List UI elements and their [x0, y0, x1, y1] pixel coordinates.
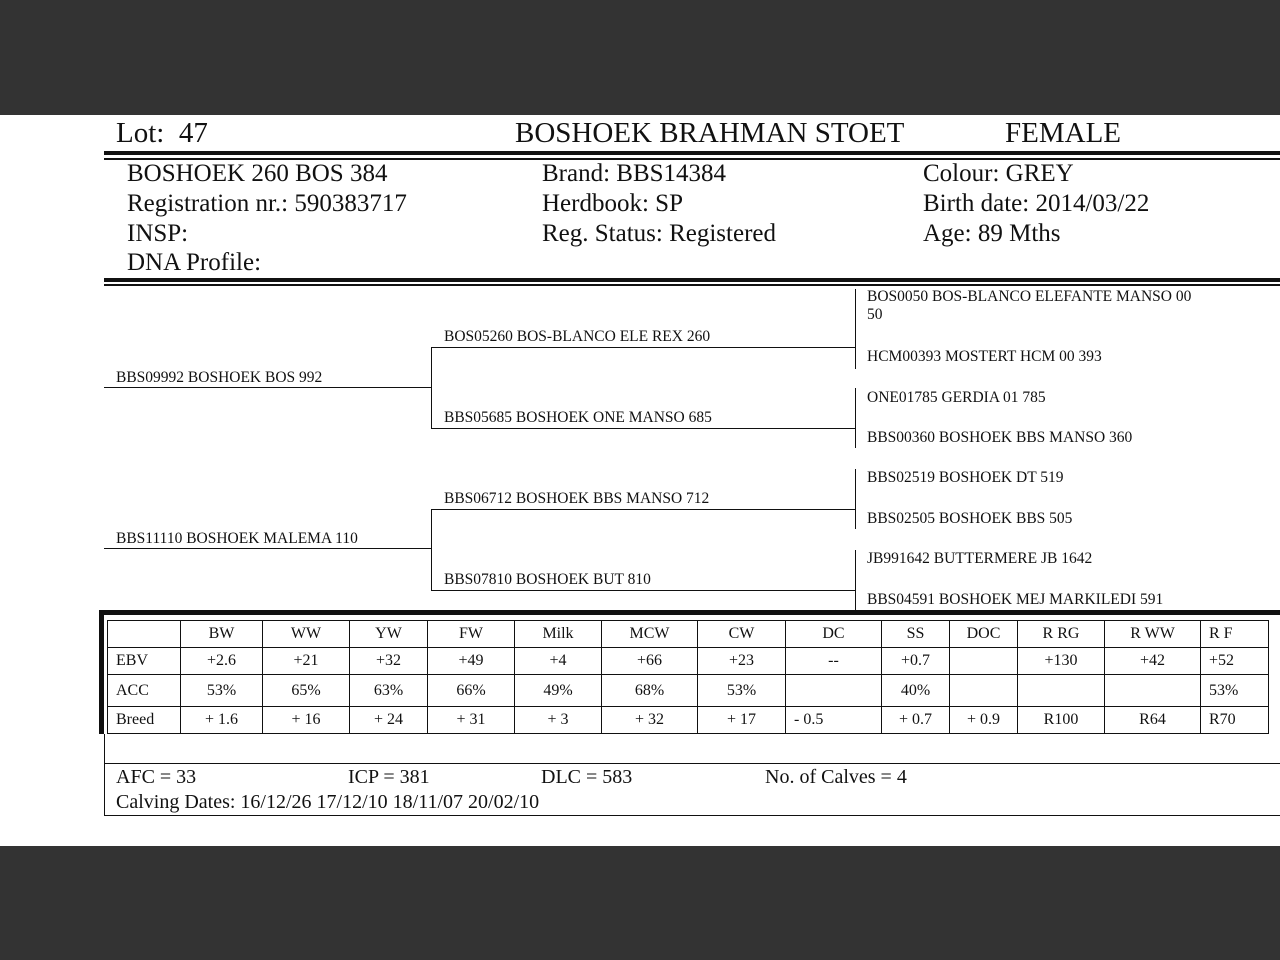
table-cell: 53% — [1201, 675, 1269, 707]
acc-row — [108, 675, 1269, 707]
pedigree-dam: BBS11110 BOSHOEK MALEMA 110 — [116, 530, 358, 547]
table-cell: +0.7 — [882, 648, 950, 675]
table-cell — [786, 675, 882, 707]
table-cell: -- — [786, 648, 882, 675]
pedigree-gg1: BOS0050 BOS-BLANCO ELEFANTE MANSO 00 50 — [867, 288, 1192, 323]
row-label: EBV — [108, 648, 181, 675]
afc: AFC = 33 — [116, 766, 197, 788]
table-cell: + 16 — [263, 707, 350, 734]
table-cell: 63% — [350, 675, 428, 707]
icp: ICP = 381 — [348, 766, 430, 788]
dam-bracket — [431, 509, 432, 590]
pedigree-gg7: JB991642 BUTTERMERE JB 1642 — [867, 550, 1093, 567]
insp-label: INSP: — [127, 220, 189, 247]
registration-status: Reg. Status: Registered — [542, 220, 776, 247]
table-cell: 66% — [428, 675, 515, 707]
pedigree-dam-dam: BBS07810 BOSHOEK BUT 810 — [444, 571, 651, 588]
header-rule-thick — [104, 151, 1280, 155]
footer-top-rule — [104, 763, 1280, 764]
calving-dates: Calving Dates: 16/12/26 17/12/10 18/11/07 20/02/10 — [116, 791, 540, 813]
footer-left-border — [104, 734, 105, 816]
pedigree-gg8: BBS04591 BOSHOEK MEJ MARKILEDI 591 — [867, 591, 1164, 608]
footer-bottom-rule — [104, 815, 1280, 816]
table-cell: - 0.5 — [786, 707, 882, 734]
column-header: FW — [428, 621, 515, 648]
column-header: WW — [263, 621, 350, 648]
column-header: R WW — [1105, 621, 1201, 648]
table-cell: 65% — [263, 675, 350, 707]
column-header: Milk — [515, 621, 602, 648]
pedigree-sire: BBS09992 BOSHOEK BOS 992 — [116, 369, 323, 386]
table-cell: +130 — [1018, 648, 1105, 675]
column-header — [108, 621, 181, 648]
column-header: DOC — [950, 621, 1018, 648]
info-rule-thin — [104, 284, 1280, 286]
colour: Colour: GREY — [923, 160, 1074, 187]
brand: Brand: BBS14384 — [542, 160, 727, 187]
table-cell: 53% — [181, 675, 263, 707]
sire-dam-line — [431, 428, 855, 429]
table-cell: +23 — [698, 648, 786, 675]
table-cell: +66 — [602, 648, 698, 675]
sire-line — [104, 387, 432, 388]
column-header: MCW — [602, 621, 698, 648]
table-cell: +4 — [515, 648, 602, 675]
lot-number: 47 — [178, 117, 208, 149]
pedigree-gg3: ONE01785 GERDIA 01 785 — [867, 389, 1046, 406]
table-cell: +32 — [350, 648, 428, 675]
dlc: DLC = 583 — [541, 766, 633, 788]
dam-line — [104, 548, 432, 549]
table-cell: + 32 — [602, 707, 698, 734]
sire-sire-bracket — [855, 289, 856, 369]
breed-row — [108, 707, 1269, 734]
table-cell: 68% — [602, 675, 698, 707]
ebv-rule-top-thick — [99, 610, 1280, 615]
table-cell: R70 — [1201, 707, 1269, 734]
pedigree-gg6: BBS02505 BOSHOEK BBS 505 — [867, 510, 1073, 527]
dam-dam-line — [431, 590, 855, 591]
table-cell: +52 — [1201, 648, 1269, 675]
pedigree-gg5: BBS02519 BOSHOEK DT 519 — [867, 469, 1064, 486]
table-cell: + 31 — [428, 707, 515, 734]
number-of-calves: No. of Calves = 4 — [765, 766, 907, 788]
catalogue-page — [0, 115, 1280, 846]
top-dark-band — [0, 0, 1280, 115]
ebv-table — [107, 620, 1269, 734]
column-header: R F — [1201, 621, 1269, 648]
table-cell: 53% — [698, 675, 786, 707]
table-cell: R100 — [1018, 707, 1105, 734]
pedigree-sire-dam: BBS05685 BOSHOEK ONE MANSO 685 — [444, 409, 712, 426]
table-cell: 49% — [515, 675, 602, 707]
dna-profile-label: DNA Profile: — [127, 249, 262, 276]
breeder-name: BOSHOEK BRAHMAN STOET — [515, 117, 905, 149]
ebv-header-row — [108, 621, 1269, 648]
column-header: R RG — [1018, 621, 1105, 648]
dam-sire-line — [431, 509, 855, 510]
sire-sire-line — [431, 347, 855, 348]
table-cell — [950, 648, 1018, 675]
table-cell: +2.6 — [181, 648, 263, 675]
table-cell: +21 — [263, 648, 350, 675]
column-header: CW — [698, 621, 786, 648]
row-label: ACC — [108, 675, 181, 707]
sex-label: FEMALE — [1005, 117, 1121, 149]
table-cell: + 17 — [698, 707, 786, 734]
table-cell: + 0.9 — [950, 707, 1018, 734]
table-cell: + 1.6 — [181, 707, 263, 734]
pedigree-sire-sire: BOS05260 BOS-BLANCO ELE REX 260 — [444, 328, 711, 345]
dam-dam-bracket — [855, 550, 856, 610]
herdbook: Herdbook: SP — [542, 190, 683, 217]
table-cell — [1105, 675, 1201, 707]
lot-label: Lot: 47 — [116, 117, 208, 149]
age: Age: 89 Mths — [923, 220, 1061, 247]
animal-name: BOSHOEK 260 BOS 384 — [127, 160, 388, 187]
table-cell — [1018, 675, 1105, 707]
ebv-row — [108, 648, 1269, 675]
sire-bracket — [431, 347, 432, 429]
dam-sire-bracket — [855, 469, 856, 529]
table-cell: +49 — [428, 648, 515, 675]
table-cell: + 0.7 — [882, 707, 950, 734]
table-cell: + 3 — [515, 707, 602, 734]
pedigree-gg2: HCM00393 MOSTERT HCM 00 393 — [867, 348, 1102, 365]
sire-dam-bracket — [855, 388, 856, 448]
birth-date: Birth date: 2014/03/22 — [923, 190, 1150, 217]
table-cell: R64 — [1105, 707, 1201, 734]
registration-number: Registration nr.: 590383717 — [127, 190, 407, 217]
ebv-rule-left-thick — [99, 615, 104, 734]
column-header: BW — [181, 621, 263, 648]
table-cell: + 24 — [350, 707, 428, 734]
info-rule-thick — [104, 278, 1280, 282]
column-header: YW — [350, 621, 428, 648]
table-cell: +42 — [1105, 648, 1201, 675]
pedigree-dam-sire: BBS06712 BOSHOEK BBS MANSO 712 — [444, 490, 710, 507]
bottom-dark-band — [0, 846, 1280, 960]
column-header: DC — [786, 621, 882, 648]
pedigree-gg4: BBS00360 BOSHOEK BBS MANSO 360 — [867, 429, 1133, 446]
table-cell: 40% — [882, 675, 950, 707]
column-header: SS — [882, 621, 950, 648]
row-label: Breed — [108, 707, 181, 734]
table-cell — [950, 675, 1018, 707]
